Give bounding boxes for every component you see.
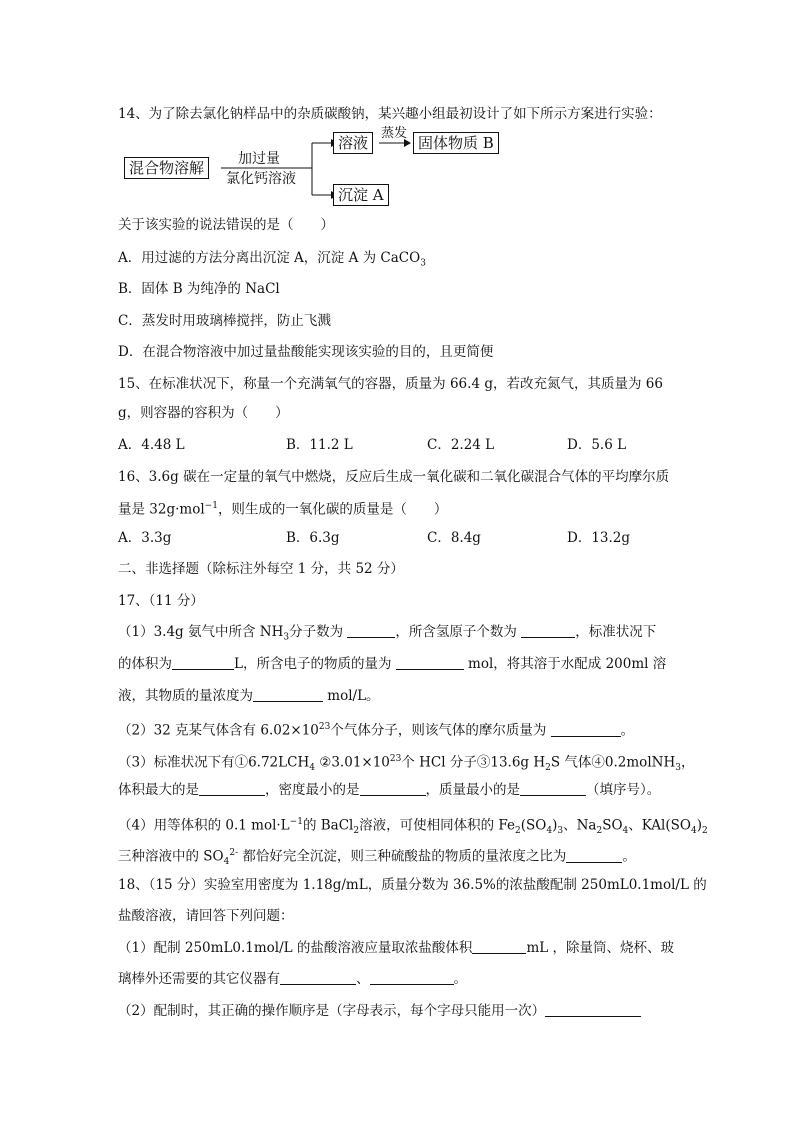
flow-precipitate-box: 沉淀 A (333, 184, 389, 206)
answer-blank[interactable] (280, 970, 356, 985)
q15-line2: g，则容器的容积为（ ） (118, 405, 289, 421)
flow-solid-box: 固体物质 B (413, 132, 499, 154)
answer-blank[interactable] (566, 848, 622, 863)
q18-part1-line1: （1）配制 250mL0.1mol/L 的盐酸溶液应量取浓盐酸体积 mL ，除量筒、烧杯、玻 (118, 940, 674, 956)
answer-blank[interactable] (472, 939, 526, 954)
q15-line1: 15、在标准状况下，称量一个充满氧气的容器，质量为 66.4 g，若改充氮气，其质量为 66 (118, 376, 663, 392)
q14-question: 关于该实验的说法错误的是（ ） (118, 217, 334, 233)
answer-blank[interactable] (172, 655, 234, 670)
q18-part2: （2）配制时，其正确的操作顺序是（字母表示，每个字母只能用一次） (118, 1001, 641, 1021)
q17-part4-line1: （4）用等体积的 0.1 $mol\cdot L^{-1}$的 BaCl$_2$溶液，可使相同体积的 $Fe_2(SO_4)_3$、$Na_2SO_4$、$KAl(SO_4)_2$ (118, 817, 708, 837)
q17-part3-line1: （3）标准状况下有$①6.72LCH_4$ $②3.01\times 10^{23}$个 HCl 分子③13.6g $H_2S$ 气体④0.2molNH$_3$， (118, 754, 695, 774)
answer-blank[interactable] (545, 1002, 641, 1017)
q15-option-a: A．4.48 L (118, 437, 185, 453)
q17-part1-line1: （1）3.4g 氨气中所含 $NH_3$分子数为 ，所含氢原子个数为 ，标准状况下 (118, 624, 657, 643)
q14-stem: 14、为了除去氯化钠样品中的杂质碳酸钠，某兴趣小组最初设计了如下所示方案进行实验： (118, 106, 662, 122)
flow-evaporate-label: 蒸发 (381, 126, 408, 141)
q15-option-b: B．11.2 L (286, 437, 353, 453)
q14-option-b: B．固体 B 为纯净的 NaCl (118, 281, 280, 297)
q16-option-a: A．3.3g (118, 530, 172, 546)
answer-blank[interactable] (396, 655, 464, 670)
flow-reagent-bottom: 氯化钙溶液 (226, 171, 296, 187)
flow-start-box: 混合物溶解 (124, 157, 209, 179)
answer-blank[interactable] (199, 781, 265, 796)
q17-part3-line2: 体积最大的是 ，密度最小的是 ，质量最小的是 （填序号）。 (118, 782, 661, 798)
q15-option-c: C．2.24 L (427, 437, 495, 453)
q16-option-b: B．6.3g (286, 530, 340, 546)
answer-blank[interactable] (347, 623, 395, 638)
flow-solution-box: 溶液 (333, 132, 373, 154)
q17-part1-line2: 的体积为 L，所含电子的物质的量为 mol，将其溶于水配成 200ml 溶 (118, 656, 667, 672)
q14-option-d: D．在混合物溶液中加过量盐酸能实现该实验的目的，且更简便 (118, 344, 494, 360)
q18-line2: 盐酸溶液，请回答下列问题： (118, 908, 294, 924)
q18-part1-line2: 璃棒外还需要的其它仪器有 、 。 (118, 971, 467, 987)
q17-part4-line2: 三种溶液中的 $SO_4^{2-}$ 都恰好完全沉淀，则三种硫酸盐的物质的量浓度之比为 。 (118, 848, 636, 868)
q17-part2: （2）32 克某气体含有 $6.02\times 10^{23}$个气体分子，则该气体的摩尔质量为 。 (118, 722, 635, 739)
q16-line2: 量是 32g·mol$^{-1}$，则生成的一氧化碳的质量是（ ） (118, 501, 448, 518)
q14-option-a: A．用过滤的方法分离出沉淀 A，沉淀 A 为 CaCO$_3$ (118, 250, 426, 269)
answer-blank[interactable] (551, 722, 621, 737)
answer-blank[interactable] (370, 970, 454, 985)
q16-option-d: D．13.2g (567, 530, 631, 546)
answer-blank[interactable] (253, 687, 323, 702)
q17-heading: 17、（11 分） (118, 593, 204, 609)
answer-blank[interactable] (360, 781, 426, 796)
section-heading: 二、非选择题（除标注外每空 1 分，共 52 分） (118, 561, 404, 577)
q16-option-c: C．8.4g (427, 530, 481, 546)
q18-line1: 18、（15 分）实验室用密度为 1.18g/mL，质量分数为 36.5%的浓盐酸配制 250mL0.1mol/L 的 (118, 877, 707, 893)
q17-part1-line3: 液，其物质的量浓度为 mol/L。 (118, 688, 380, 704)
q16-line1: 16、3.6g 碳在一定量的氧气中燃烧，反应后生成一氧化碳和二氧化碳混合气体的平均摩尔质 (118, 469, 670, 485)
answer-blank[interactable] (520, 781, 586, 796)
answer-blank[interactable] (521, 623, 575, 638)
q14-option-c: C．蒸发时用玻璃棒搅拌，防止飞溅 (118, 313, 331, 329)
q15-option-d: D．5.6 L (567, 437, 627, 453)
flow-reagent-top: 加过量 (238, 151, 280, 167)
